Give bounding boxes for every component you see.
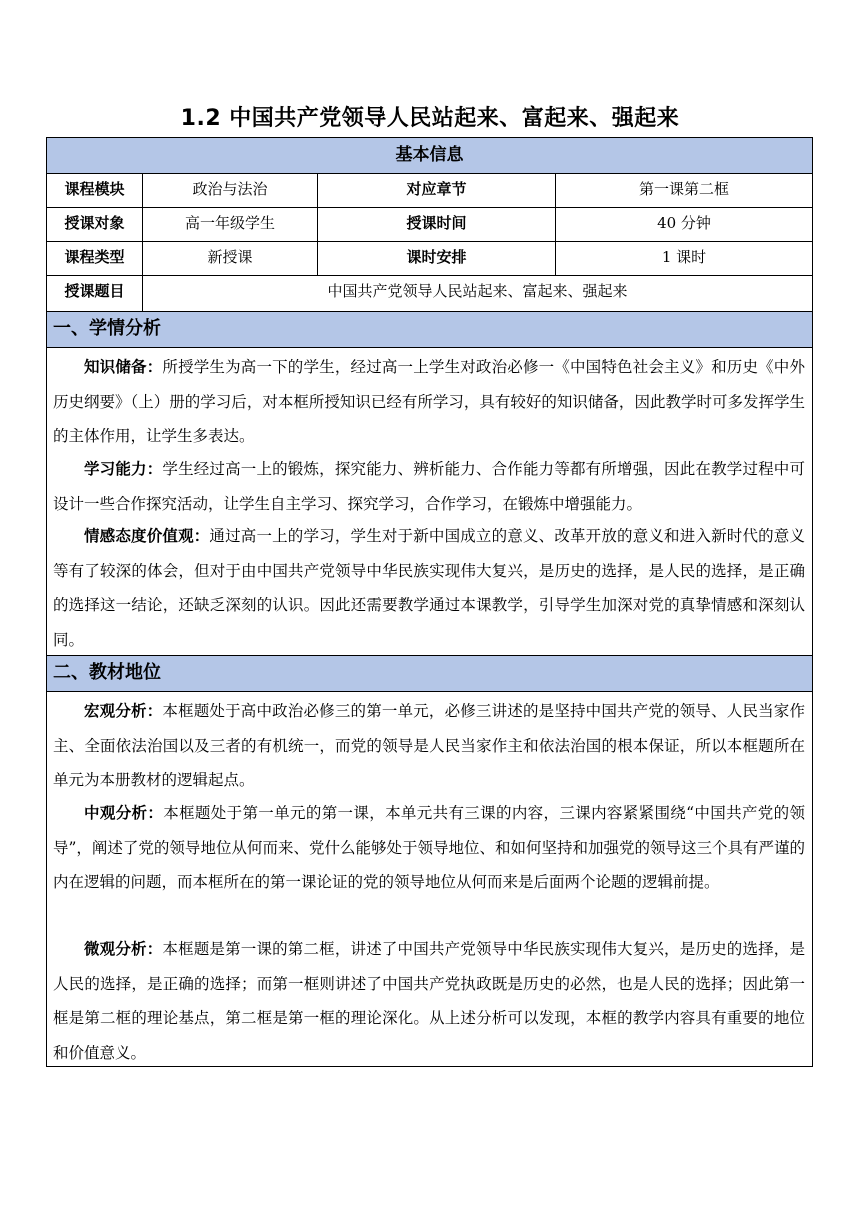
- info-value: 第一课第二框: [638, 180, 729, 198]
- paragraph-lead: 知识储备：: [84, 358, 163, 376]
- info-value: 40 分钟: [657, 214, 711, 232]
- info-label: 对应章节: [318, 174, 556, 207]
- paragraph-text: 所授学生为高一下的学生，经过高一上学生对政治必修一《中国特色社会主义》和历史《中外历史纲要》（上）册的学习后，对本框所授知识已经有所学习，具有较好的知识储备，因此教学时可多发挥学生的主体作用，让学生多表达。: [53, 358, 805, 445]
- section1-heading-row: [47, 312, 812, 348]
- paragraph-ability: [53, 452, 805, 521]
- info-label: 课程类型: [47, 242, 143, 275]
- paragraph-lead: 情感态度价值观：: [84, 527, 210, 545]
- document-title: 1.2 中国共产党领导人民站起来、富起来、强起来: [180, 106, 680, 131]
- paragraph-text: 本框题处于第一单元的第一课，本单元共有三课的内容，三课内容紧紧围绕“中国共产党的领导”，阐述了党的领导地位从何而来、党什么能够处于领导地位、和如何坚持和加强党的领导这三个具有严谨的内在逻辑的问题，而本框所在的第一课论证的党的领导地位从何而来是后面两个论题的逻辑前提。: [53, 804, 805, 891]
- section2-body: [47, 692, 812, 1066]
- paragraph-knowledge: [53, 350, 805, 454]
- section1-heading: 一、学情分析: [53, 318, 161, 339]
- section2-heading: 二、教材地位: [53, 662, 161, 683]
- paragraph-text: 通过高一上的学习，学生对于新中国成立的意义、改革开放的意义和进入新时代的意义等有了较深的体会，但对于由中国共产党领导中华民族实现伟大复兴，是历史的选择，是人民的选择，是正确的选择这一结论，还缺乏深刻的认识。因此还需要教学通过本课教学，引导学生加深对党的真挚情感和深刻认同。: [53, 527, 805, 649]
- paragraph-lead: 微观分析：: [84, 940, 163, 958]
- paragraph-text: 学生经过高一上的锻炼，探究能力、辨析能力、合作能力等都有所增强，因此在教学过程中可设计一些合作探究活动，让学生自主学习、探究学习，合作学习，在锻炼中增强能力。: [53, 460, 805, 513]
- paragraph-text: 本框题是第一课的第二框，讲述了中国共产党领导中华民族实现伟大复兴，是历史的选择，是人民的选择，是正确的选择；而第一框则讲述了中国共产党执政既是历史的必然，也是人民的选择；因此第一框是第二框的理论基点，第二框是第一框的理论深化。从上述分析可以发现，本框的教学内容具有重要的地位和价值意义。: [53, 940, 805, 1062]
- basic-info-header-row: [47, 138, 812, 174]
- info-row: [47, 208, 812, 242]
- topic-value: 中国共产党领导人民站起来、富起来、强起来: [327, 282, 628, 300]
- paragraph-text: 本框题处于高中政治必修三的第一单元，必修三讲述的是坚持中国共产党的领导、人民当家作主、全面依法治国以及三者的有机统一，而党的领导是人民当家作主和依法治国的根本保证，所以本框题所在单元为本册教材的逻辑起点。: [53, 702, 805, 789]
- paragraph-lead: 宏观分析：: [84, 702, 163, 720]
- info-label: 课时安排: [318, 242, 556, 275]
- topic-label: 授课题目: [47, 276, 143, 311]
- info-value: 1 课时: [661, 248, 707, 266]
- info-label: 授课时间: [318, 208, 556, 241]
- lesson-plan-table: [46, 137, 813, 1067]
- paragraph-values: [53, 519, 805, 657]
- info-value: 新授课: [143, 242, 318, 275]
- paragraph-meso: [53, 796, 805, 900]
- info-label: 授课对象: [47, 208, 143, 241]
- basic-info-header: 基本信息: [395, 145, 464, 165]
- paragraph-macro: [53, 694, 805, 798]
- info-value: 政治与法治: [143, 174, 318, 207]
- topic-row: [47, 276, 812, 312]
- paragraph-micro: [53, 932, 805, 1070]
- paragraph-lead: 中观分析：: [84, 804, 164, 822]
- info-row: [47, 242, 812, 276]
- section1-body: [47, 348, 812, 656]
- info-value: 高一年级学生: [143, 208, 318, 241]
- info-label: 课程模块: [47, 174, 143, 207]
- info-row: [47, 174, 812, 208]
- paragraph-lead: 学习能力：: [84, 460, 163, 478]
- section2-heading-row: [47, 656, 812, 692]
